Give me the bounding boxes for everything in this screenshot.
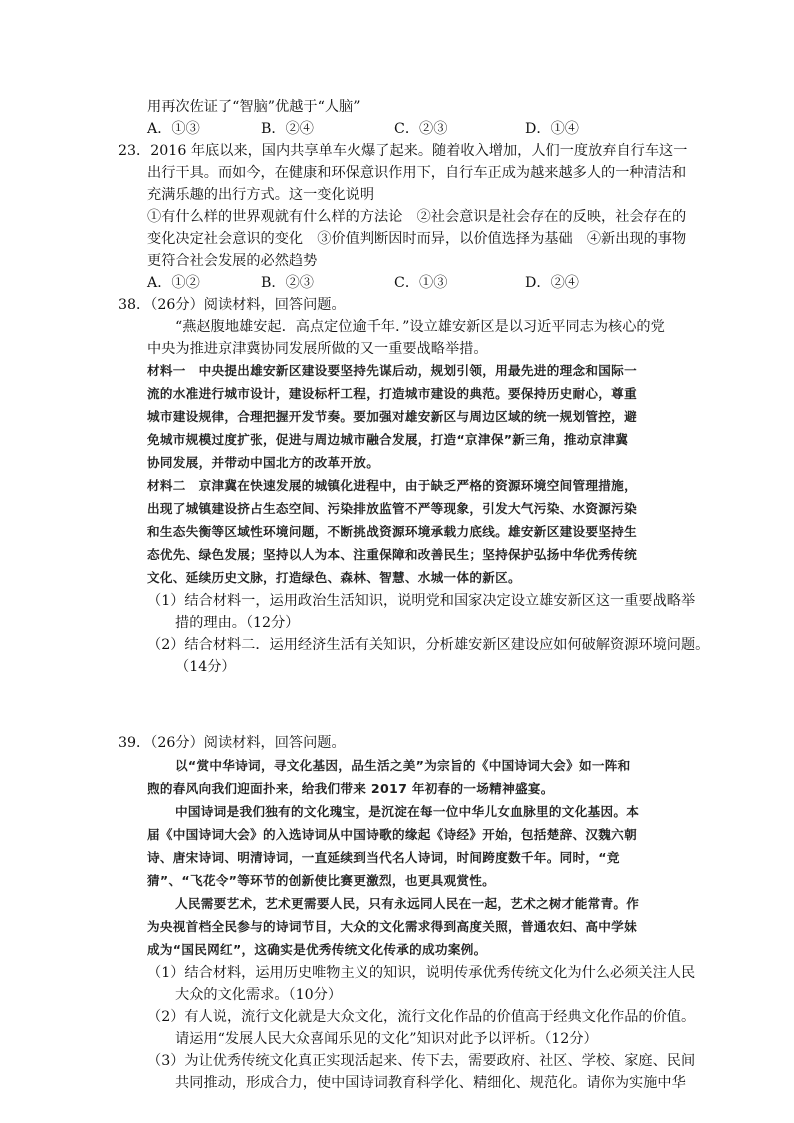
- q23-option-a: A．①②: [147, 275, 200, 291]
- q39-material-line: 猜”、“飞花令”等环节的创新使比赛更激烈，也更具观赏性。: [147, 873, 496, 888]
- q38-material1-line: 材料一 中央提出雄安新区建设要坚持先谋后动，规划引领，用最先进的理念和国际一: [147, 363, 637, 378]
- q38-material2-line: 文化、延续历史文脉，打造绿色、森林、智慧、水城一体的新区。: [147, 570, 521, 585]
- q38-question-1-cont: 措的理由。（12分）: [175, 615, 300, 631]
- q22-option-a: A．①③: [147, 121, 200, 137]
- q39-material-line: 煦的春风向我们迎面扑来，给我们带来 2017 年初春的一场精神盛宴。: [147, 781, 554, 796]
- q39-material-line: 人民需要艺术，艺术更需要人民，只有永远同人民在一起，艺术之树才能常青。作: [175, 896, 640, 911]
- q39-material-line: 诗、唐宋诗词、明清诗词，一直延续到当代名人诗词，时间跨度数千年。同时，“竞: [147, 850, 620, 865]
- q23-line: 更符合社会发展的必然趋势: [147, 253, 318, 269]
- q38-question-1: （1）结合材料一，运用政治生活知识，说明党和国家决定设立雄安新区这一重要战略举: [147, 593, 696, 609]
- q38-material1-line: 流的水准进行城市设计，建设标杆工程，打造城市建设的典范。要保持历史耐心，尊重: [147, 386, 637, 401]
- q38-material2-line: 和生态失衡等区域性环境问题，不断挑战资源环境承载力底线。雄安新区建设要坚持生: [147, 524, 637, 539]
- q39-question-3-cont: 共同推动，形成合力，使中国诗词教育科学化、精细化、规范化。请你为实施中华: [175, 1075, 686, 1091]
- q22-option-b: B．②④: [261, 121, 314, 137]
- q23-line: ①有什么样的世界观就有什么样的方法论 ②社会意识是社会存在的反映，社会存在的: [147, 209, 687, 225]
- q22-option-d: D．①④: [525, 121, 579, 137]
- q23-option-c: C．①③: [394, 275, 448, 291]
- q22-tail-text: 用再次佐证了“智脑”优越于“人脑”: [147, 99, 361, 115]
- q38-question-2-cont: （14分）: [175, 659, 236, 675]
- q38-material1-line: 协同发展，并带动中国北方的改革开放。: [147, 455, 380, 470]
- q39-material-line: 成为“国民网红”，这确实是优秀传统文化传承的成功案例。: [147, 942, 487, 957]
- q23-line: 出行干具。而如今，在健康和环保意识作用下，自行车正成为越来越多人的一种清洁和: [147, 165, 687, 181]
- q38-material2-line: 态优先、绿色发展；坚持以人为本、注重保障和改善民生；坚持保护弘扬中华优秀传统: [147, 547, 637, 562]
- q38-intro-line: “燕赵腹地雄安起．高点定位逾千年．”设立雄安新区是以习近平同志为核心的党: [175, 319, 665, 335]
- q38-question-2: （2）结合材料二．运用经济生活有关知识，分析雄安新区建设应如何破解资源环境问题。: [147, 637, 710, 653]
- q39-question-3: （3）为让优秀传统文化真正实现活起来、传下去，需要政府、社区、学校、家庭、民间: [147, 1053, 696, 1069]
- q38-material1-line: 城市建设规律，合理把握开发节奏。要加强对雄安新区与周边区域的统一规划管控，避: [147, 409, 637, 424]
- q39-material-line: 届《中国诗词大会》的入选诗词从中国诗歌的缘起《诗经》开始，包括楚辞、汉魏六朝: [147, 827, 637, 842]
- q38-heading: 38．（26分）阅读材料，回答问题。: [118, 297, 346, 313]
- q23-line: 充满乐趣的出行方式。这一变化说明: [147, 187, 375, 203]
- q38-material2-line: 出现了城镇建设挤占生态空间、污染排放监管不严等现象，引发大气污染、水资源污染: [147, 501, 637, 516]
- q23-line: 23．2016 年底以来，国内共享单车火爆了起来。随着收入增加，人们一度放弃自行车这一: [118, 143, 688, 159]
- q39-material-line: 中国诗词是我们独有的文化瑰宝，是沉淀在每一位中华儿女血脉里的文化基因。本: [175, 804, 640, 819]
- q39-material-line: 以“赏中华诗词，寻文化基因，品生活之美”为宗旨的《中国诗词大会》如一阵和: [175, 758, 631, 773]
- q39-question-2-cont: 请运用“发展人民大众喜闻乐见的文化”知识对此予以评析。（12分）: [175, 1031, 598, 1047]
- q39-material-line: 为央视首档全民参与的诗词节目，大众的文化需求得到高度关照，普通农妇、高中学妹: [147, 919, 637, 934]
- q39-question-2: （2）有人说，流行文化就是大众文化，流行文化作品的价值高于经典文化作品的价值。: [147, 1009, 696, 1025]
- q38-intro-line: 中央为推进京津冀协同发展所做的又一重要战略举措。: [147, 341, 488, 357]
- q39-question-1: （1）结合材料，运用历史唯物主义的知识，说明传承优秀传统文化为什么必须关注人民: [147, 965, 696, 981]
- q38-material2-line: 材料二 京津冀在快速发展的城镇化进程中，由于缺乏严格的资源环境空间管理措施，: [147, 478, 637, 493]
- q23-line: 变化决定社会意识的变化 ③价值判断因时而异，以价值选择为基础 ④新出现的事物: [147, 231, 687, 247]
- q23-option-b: B．②③: [261, 275, 314, 291]
- q23-option-d: D．②④: [525, 275, 579, 291]
- q38-material1-line: 免城市规模过度扩张，促进与周边城市融合发展，打造“京津保”新三角，推动京津冀: [147, 432, 629, 447]
- q39-heading: 39．（26分）阅读材料，回答问题。: [118, 735, 346, 751]
- q39-question-1-cont: 大众的文化需求。（10分）: [175, 987, 343, 1003]
- q22-option-c: C．②③: [394, 121, 448, 137]
